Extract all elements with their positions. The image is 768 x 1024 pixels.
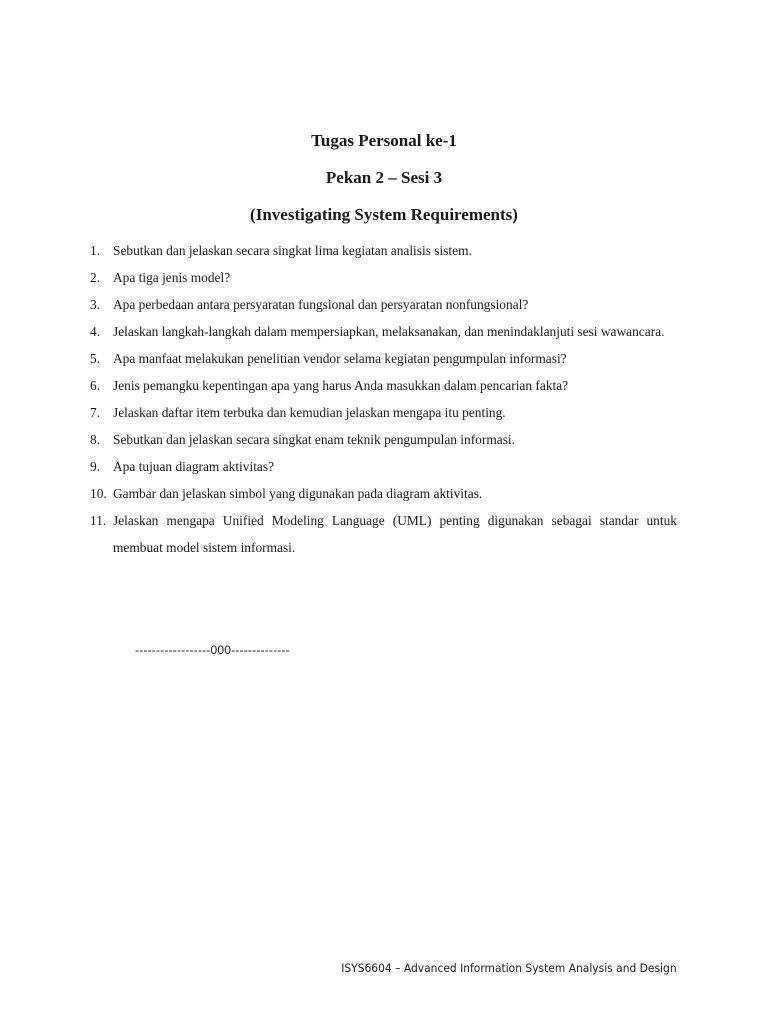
question-text: Apa perbedaan antara persyaratan fungsional dan persyaratan nonfungsional?: [113, 297, 529, 312]
question-number: 8.: [90, 432, 101, 447]
question-item: [90, 507, 677, 561]
question-item: [90, 372, 677, 399]
question-text: Jelaskan mengapa Unified Modeling Language (UML) penting digunakan sebagai standar untuk membuat model sistem informasi.: [113, 513, 677, 555]
question-item: [90, 264, 677, 291]
question-text: Jenis pemangku kepentingan apa yang harus Anda masukkan dalam pencarian fakta?: [113, 378, 569, 393]
question-item: [90, 318, 677, 345]
question-number: 7.: [90, 405, 101, 420]
question-number: 5.: [90, 351, 101, 366]
question-text: Apa tujuan diagram aktivitas?: [113, 459, 275, 474]
question-item: [90, 426, 677, 453]
question-text: Apa manfaat melakukan penelitian vendor selama kegiatan pengumpulan informasi?: [113, 351, 567, 366]
question-text: Gambar dan jelaskan simbol yang digunakan pada diagram aktivitas.: [113, 486, 483, 501]
question-number: 10.: [90, 486, 107, 501]
question-text: Jelaskan daftar item terbuka dan kemudian jelaskan mengapa itu penting.: [113, 405, 506, 420]
question-item: [90, 237, 677, 264]
session-heading: Pekan 2 – Sesi 3: [325, 168, 443, 187]
question-item: [90, 399, 677, 426]
end-separator: ------------------000--------------: [135, 643, 290, 657]
document-title: Tugas Personal ke-1: [311, 131, 457, 150]
question-number: 2.: [90, 270, 101, 285]
question-number: 11.: [90, 513, 107, 528]
question-number: 1.: [90, 243, 101, 258]
question-number: 9.: [90, 459, 101, 474]
topic-heading: (Investigating System Requirements): [250, 205, 518, 224]
question-list: [90, 237, 677, 561]
question-text: Sebutkan dan jelaskan secara singkat enam teknik pengumpulan informasi.: [113, 432, 515, 447]
question-item: [90, 453, 677, 480]
question-number: 4.: [90, 324, 101, 339]
question-number: 3.: [90, 297, 101, 312]
question-item: [90, 345, 677, 372]
question-number: 6.: [90, 378, 101, 393]
question-text: Jelaskan langkah-langkah dalam mempersiapkan, melaksanakan, dan menindaklanjuti sesi wawancara.: [113, 324, 665, 339]
question-item: [90, 291, 677, 318]
question-item: [90, 480, 677, 507]
question-text: Apa tiga jenis model?: [113, 270, 231, 285]
question-text: Sebutkan dan jelaskan secara singkat lima kegiatan analisis sistem.: [113, 243, 472, 258]
course-footer: ISYS6604 – Advanced Information System Analysis and Design: [341, 961, 677, 975]
